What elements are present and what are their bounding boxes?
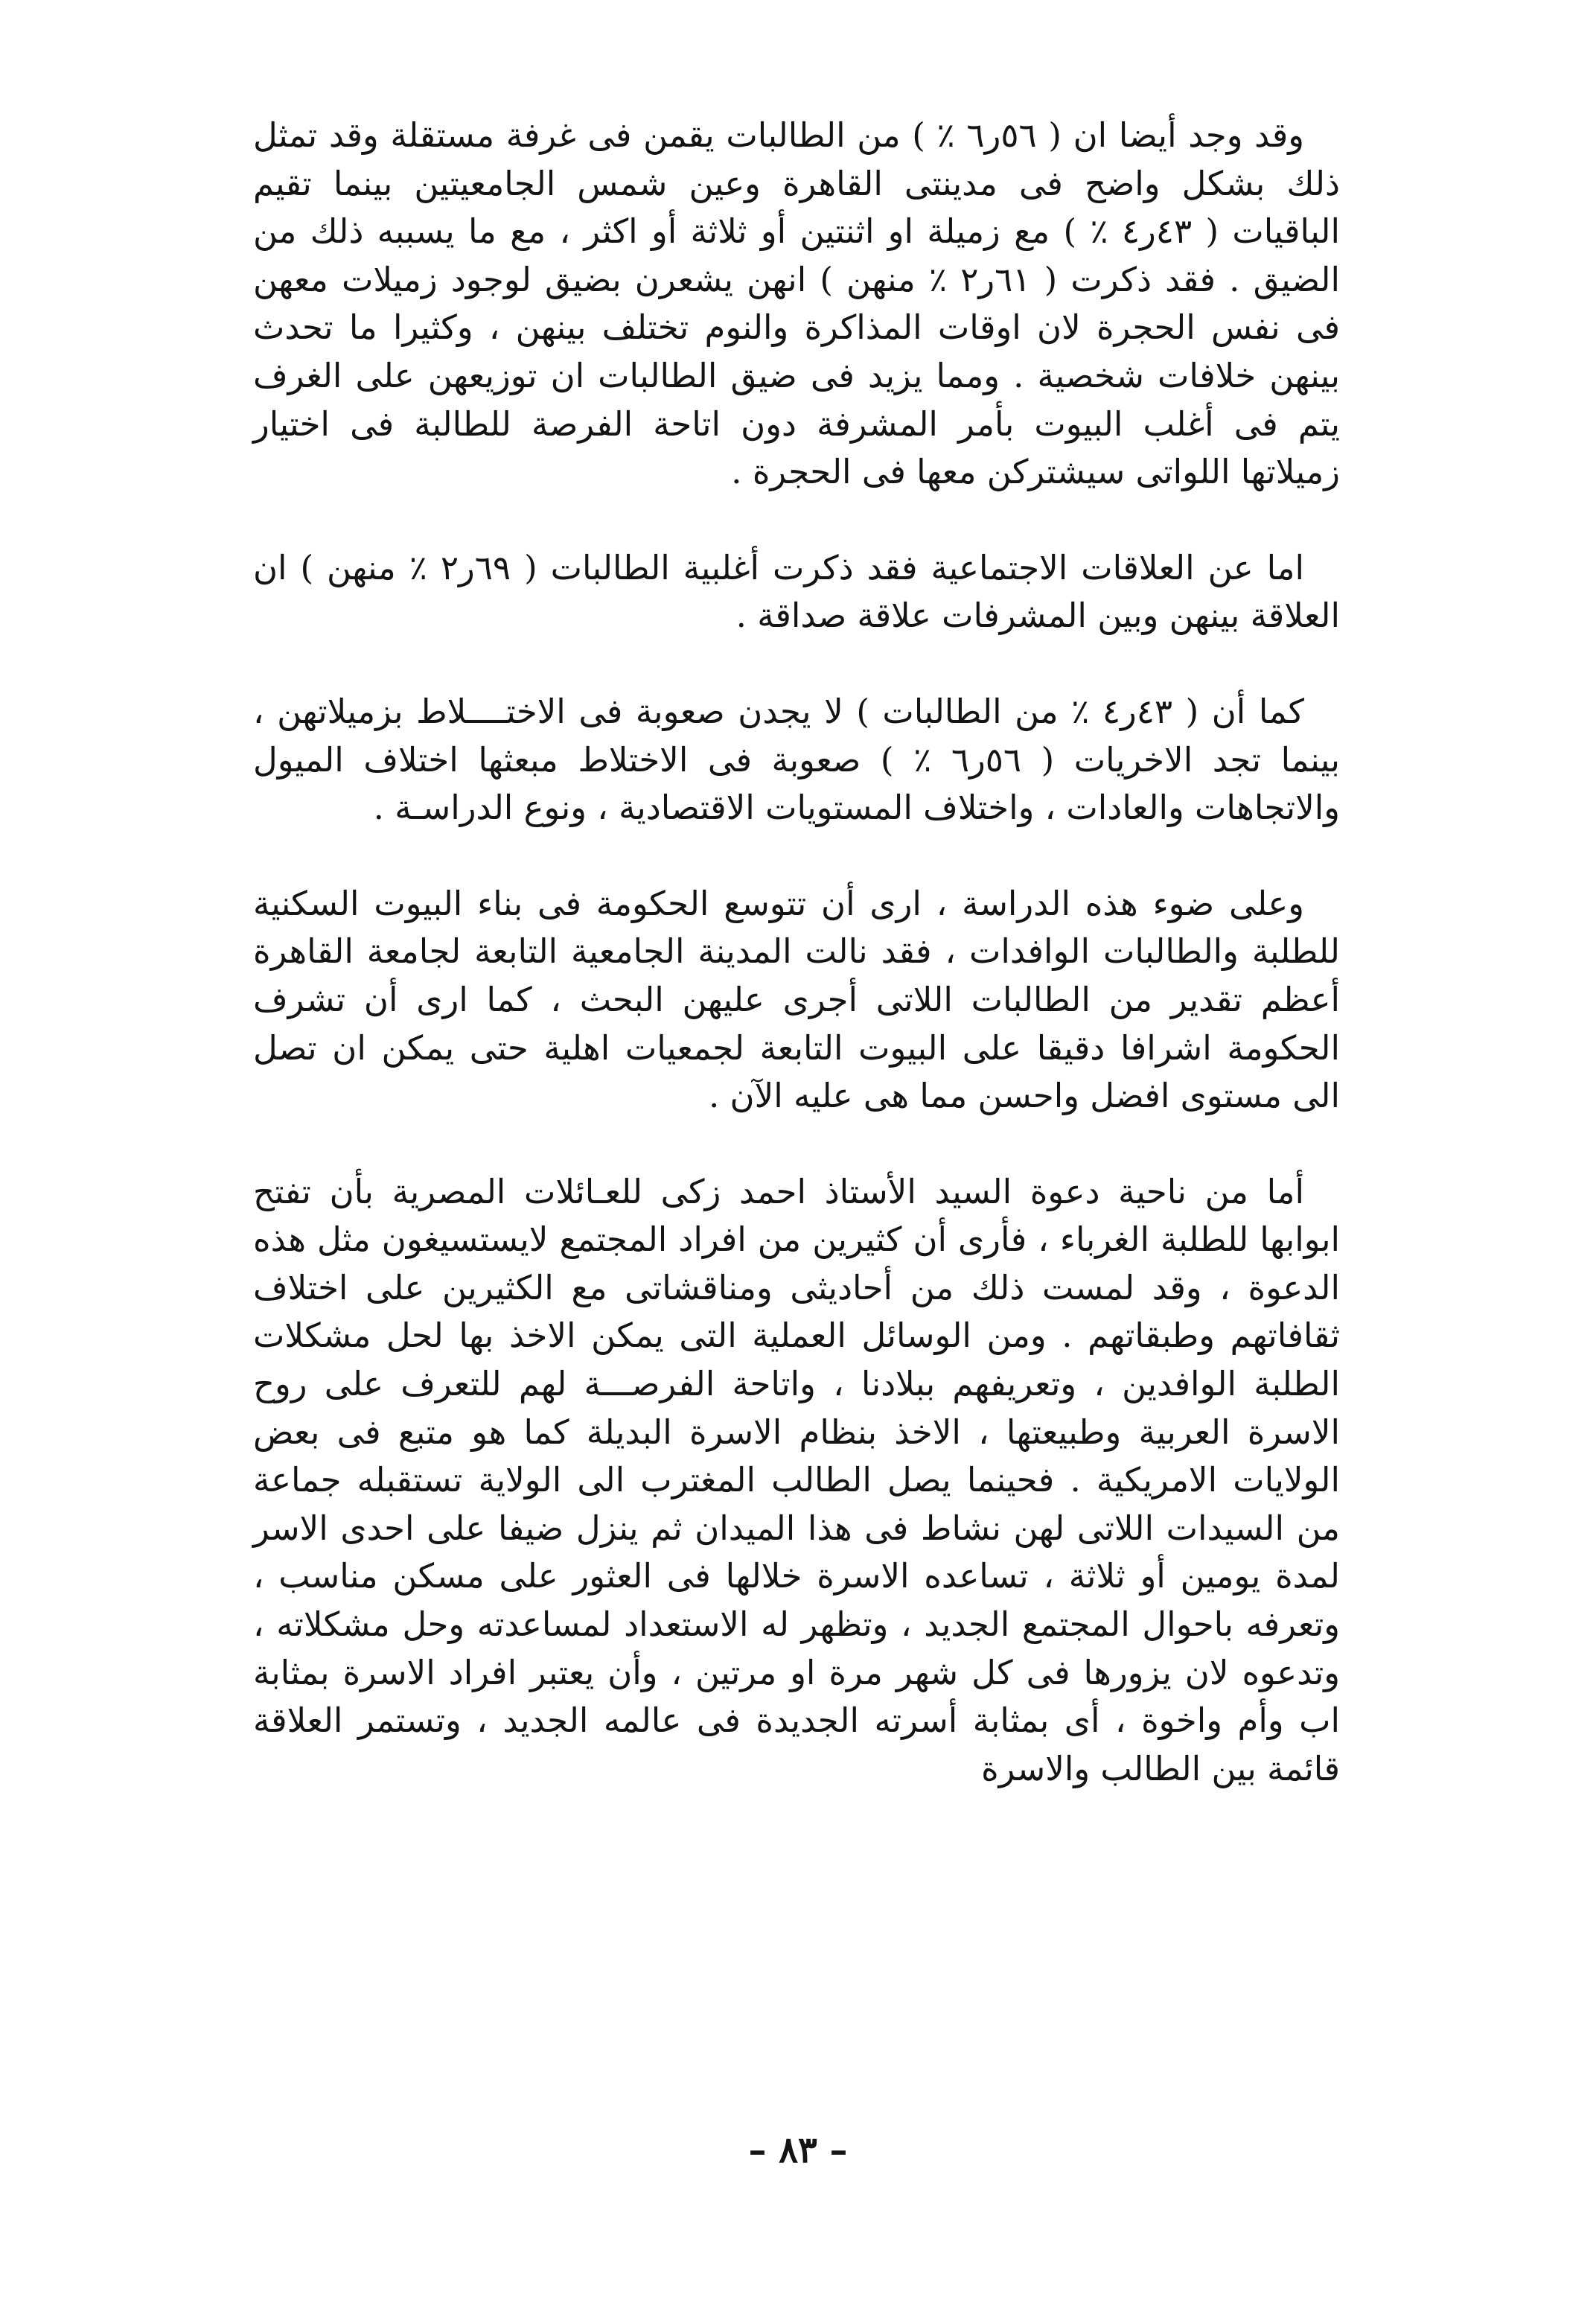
paragraph-4: وعلى ضوء هذه الدراسة ، ارى أن تتوسع الحكومة فى بناء البيوت السكنية للطلبة والطالبات الوافدات ، فقد نالت المدينة الجامعية التابعة لجامعة القاهرة أعظم تقدير من الطالبات اللاتى أجرى عليهن البحث ، كما ارى أن تشرف الحكومة اشرافا دقيقا على البيوت التابعة لجمعيات اهلية حتى يمكن ان تصل الى مستوى افضل واحسن مما هى عليه الآن . xyxy=(253,883,1340,1116)
page-number: – ٨٣ – xyxy=(748,2129,848,2171)
paragraph-2: اما عن العلاقات الاجتماعية فقد ذكرت أغلبية الطالبات ( ٦٩ر٢ ٪ منهن ) ان العلاقة بينهن وبين المشرفات علاقة صداقة . xyxy=(253,547,1340,636)
paragraph-3: كما أن ( ٤٣ر٤ ٪ من الطالبات ) لا يجدن صعوبة فى الاختــــلاط بزميلاتهن ، بينما تجد الاخريات ( ٥٦ر٦ ٪ ) صعوبة فى الاختلاط مبعثها اختلاف الميول والاتجاهات والعادات ، واختلاف المستويات الاقتصادية ، ونوع الدراسـة . xyxy=(253,691,1340,828)
paragraph-5: أما من ناحية دعوة السيد الأستاذ احمد زكى للعـائلات المصرية بأن تفتح ابوابها للطلبة الغرباء ، فأرى أن كثيرين من افراد المجتمع لايستسيغون مثل هذه الدعوة ، وقد لمست ذلك من أحاديثى ومناقشاتى مع الكثيرين على اختلاف ثقافاتهم وطبقاتهم . ومن الوسائل العملية التى يمكن الاخذ بها لحل مشكلات الطلبة الوافدين ، وتعريفهم ببلادنا ، واتاحة الفرصـــة لهم للتعرف على روح الاسرة العربية وطبيعتها ، الاخذ بنظام الاسرة البديلة كما هو متبع فى بعض الولايات الامريكية . فحينما يصل الطالب المغترب الى الولاية تستقبله جماعة من السيدات اللاتى لهن نشاط فى هذا الميدان ثم ينزل ضيفا على احدى الاسر لمدة يومين أو ثلاثة ، تساعده الاسرة خلالها فى العثور على مسكن مناسب ، وتعرفه باحوال المجتمع الجديد ، وتظهر له الاستعداد لمساعدته وحل مشكلاته ، وتدعوه لان يزورها فى كل شهر مرة او مرتين ، وأن يعتبر افراد الاسرة بمثابة اب وأم واخوة ، أى بمثابة أسرته الجديدة فى عالمه الجديد ، وتستمر العلاقة قائمة بين الطالب والاسرة xyxy=(253,1171,1340,1788)
paragraph-1: وقد وجد أيضا ان ( ٥٦ر٦ ٪ ) من الطالبات يقمن فى غرفة مستقلة وقد تمثل ذلك بشكل واضح فى مدينتى القاهرة وعين شمس الجامعيتين بينما تقيم الباقيات ( ٤٣ر٤ ٪ ) مع زميلة او اثنتين أو ثلاثة أو اكثر ، مع ما يسببه ذلك من الضيق . فقد ذكرت ( ٦١ر٢ ٪ منهن ) انهن يشعرن بضيق لوجود زميلات معهن فى نفس الحجرة لان اوقات المذاكرة والنوم تختلف بينهن ، وكثيرا ما تحدث بينهن خلافات شخصية . ومما يزيد فى ضيق الطالبات ان توزيعهن على الغرف يتم فى أغلب البيوت بأمر المشرفة دون اتاحة الفرصة للطالبة فى اختيار زميلاتها اللواتى سيشتركن معها فى الحجرة . xyxy=(253,115,1340,492)
page-body xyxy=(253,112,1340,1841)
